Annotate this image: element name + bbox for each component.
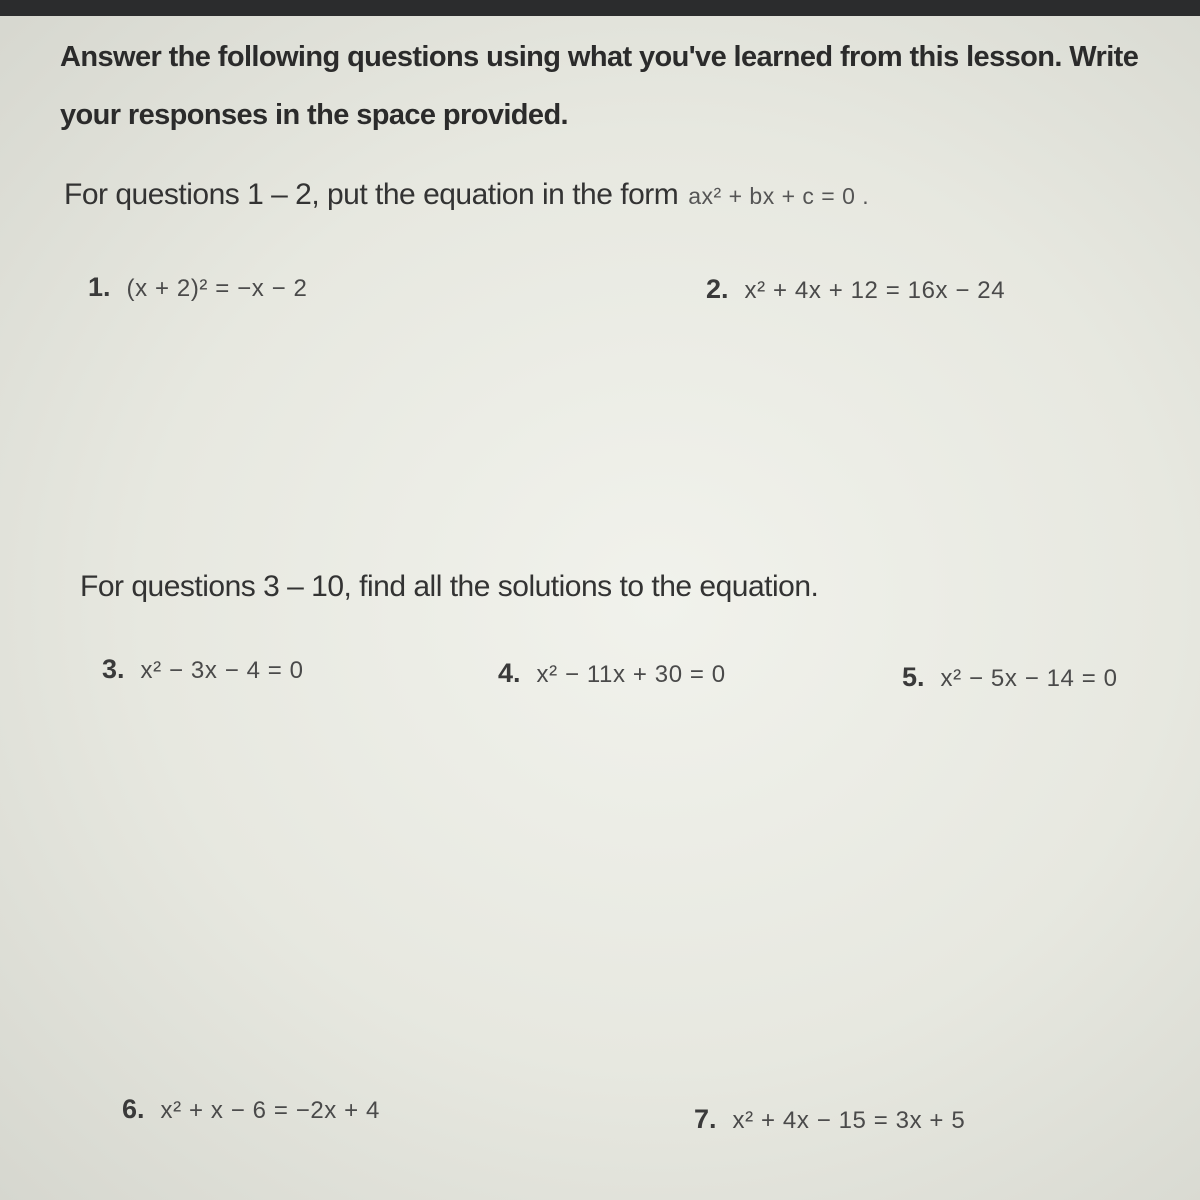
- question-number: 4.: [498, 658, 521, 688]
- question-number: 6.: [122, 1094, 145, 1124]
- question-3: [102, 654, 304, 685]
- question-equation: x² + 4x + 12 = 16x − 24: [744, 277, 1006, 304]
- question-number: 5.: [902, 662, 925, 692]
- question-equation: x² − 3x − 4 = 0: [140, 657, 304, 684]
- question-number: 2.: [706, 274, 729, 304]
- standard-form-expression: ax² + bx + c = 0 .: [688, 183, 870, 209]
- question-equation: x² + x − 6 = −2x + 4: [160, 1097, 380, 1124]
- question-equation: (x + 2)² = −x − 2: [126, 275, 308, 302]
- question-5: [902, 662, 1118, 693]
- question-1: [88, 272, 307, 303]
- question-2: [706, 274, 1005, 305]
- question-6: [122, 1094, 380, 1125]
- question-4: [498, 658, 726, 689]
- instructions-line-2: your responses in the space provided.: [60, 99, 569, 131]
- question-number: 7.: [694, 1104, 717, 1134]
- section-2-heading: For questions 3 – 10, find all the solutions to the equation.: [80, 570, 819, 603]
- question-7: [694, 1104, 965, 1135]
- question-equation: x² − 5x − 14 = 0: [940, 665, 1118, 692]
- instructions: [60, 28, 1200, 144]
- section-1-heading-text: For questions 1 – 2, put the equation in the form: [64, 178, 679, 211]
- question-number: 1.: [88, 272, 111, 302]
- question-equation: x² + 4x − 15 = 3x + 5: [732, 1107, 966, 1134]
- section-1-heading: [64, 178, 869, 212]
- instructions-line-1: Answer the following questions using what you've learned from this lesson. Write: [60, 41, 1139, 73]
- question-number: 3.: [102, 654, 125, 684]
- question-equation: x² − 11x + 30 = 0: [536, 661, 726, 688]
- top-bar: [0, 0, 1200, 16]
